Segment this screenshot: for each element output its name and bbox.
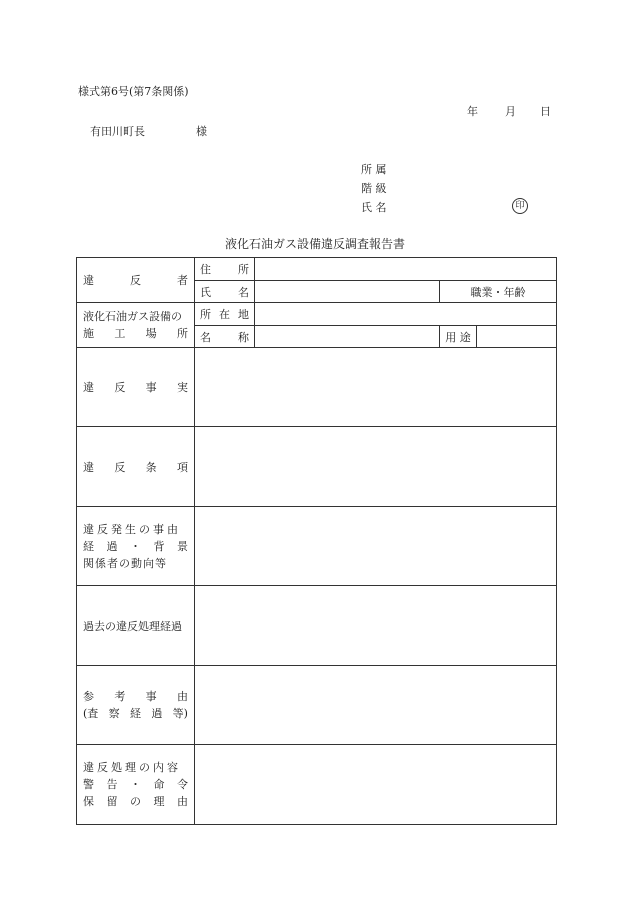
violator-name-label: 氏 名 (195, 281, 255, 303)
addressee: 有田川町長 (90, 125, 145, 138)
form-title: 液化石油ガス設備違反調査報告書 (224, 237, 405, 251)
facts-label: 違 反 事 実 (77, 348, 195, 427)
date-year-label: 年 (467, 105, 478, 118)
history-field[interactable] (195, 586, 557, 666)
cause-label: 違反発生の事由 経 過 ・ 背 景 関係者の動向等 (77, 507, 195, 586)
form-number: 様式第6号(第7条関係) (78, 85, 189, 98)
site-location-label: 所 在 地 (195, 303, 255, 326)
reference-field[interactable] (195, 666, 557, 745)
disposition-label: 違反処理の内容 警 告 ・ 命 令 保 留 の 理 由 (77, 745, 195, 825)
occupation-age-label: 職業・年齢 (440, 281, 557, 303)
seal-mark: 印 (512, 198, 528, 214)
cause-field[interactable] (195, 507, 557, 586)
violator-label: 違 反 者 (77, 258, 195, 303)
violator-address-field[interactable] (255, 258, 557, 281)
disposition-field[interactable] (195, 745, 557, 825)
site-location-field[interactable] (255, 303, 557, 326)
articles-field[interactable] (195, 427, 557, 507)
name-label: 氏 名 (361, 201, 387, 214)
history-label: 過去の違反処理経過 (77, 586, 195, 666)
date-month-label: 月 (505, 105, 516, 118)
date-day-label: 日 (540, 105, 551, 118)
site-name-label: 名 称 (195, 326, 255, 348)
facts-field[interactable] (195, 348, 557, 427)
rank-label: 階 級 (361, 182, 387, 195)
report-table (76, 257, 557, 825)
site-use-label: 用 途 (440, 326, 477, 348)
violator-address-label: 住 所 (195, 258, 255, 281)
site-label: 液化石油ガス設備の 施 工 場 所 (77, 303, 195, 348)
reference-label: 参 考 事 由 (査 察 経 過 等) (77, 666, 195, 745)
articles-label: 違 反 条 項 (77, 427, 195, 507)
violator-name-field[interactable] (255, 281, 440, 303)
site-name-field[interactable] (255, 326, 440, 348)
affiliation-label: 所 属 (361, 163, 387, 176)
site-use-field[interactable] (477, 326, 557, 348)
honorific: 様 (196, 125, 207, 138)
